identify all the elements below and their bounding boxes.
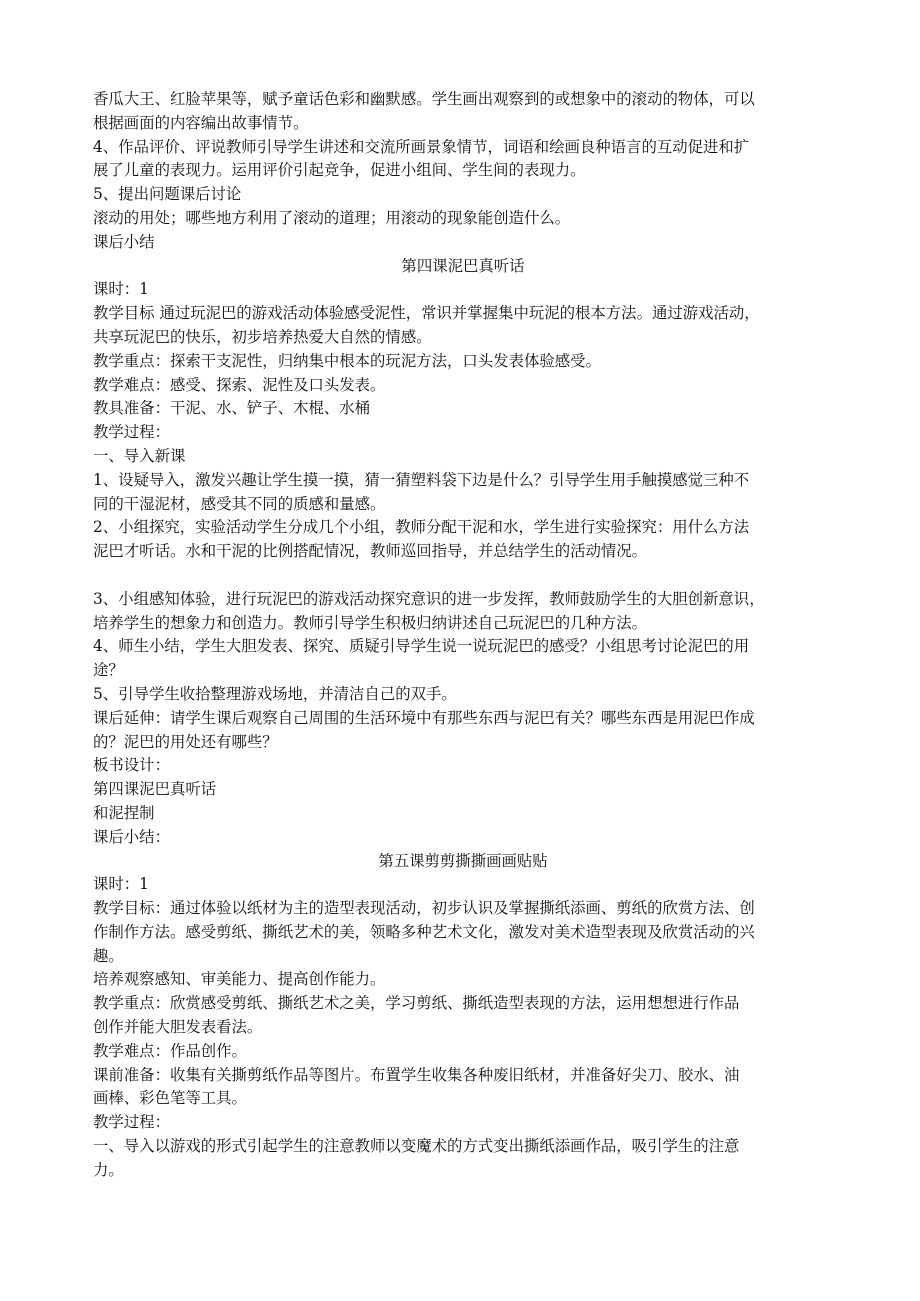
body-line: 4、作品评价、评说教师引导学生讲述和交流所画景象情节，词语和绘画良种语言的互动促进和扩 <box>93 137 750 156</box>
body-line: 课后小结 <box>93 232 155 251</box>
body-line: 一、导入以游戏的形式引起学生的注意教师以变魔术的方式变出撕纸添画作品，吸引学生的注意 <box>93 1137 740 1156</box>
body-line: 滚动的用处；哪些地方利用了滚动的道理；用滚动的现象能创造什么。 <box>93 208 571 227</box>
body-line: 培养观察感知、审美能力、提高创作能力。 <box>93 970 386 989</box>
body-line: 共享玩泥巴的快乐，初步培养热爱大自然的情感。 <box>93 327 432 346</box>
body-line: 教学目标 通过玩泥巴的游戏活动体验感受泥性，常识并掌握集中玩泥的根本方法。通过游戏活动， <box>93 304 760 323</box>
body-line: 作制作方法。感受剪纸、撕纸艺术的美，领略多种艺术文化，激发对美术造型表现及欣赏活动的兴 <box>93 922 755 941</box>
body-line: 板书设计： <box>93 756 170 775</box>
body-line: 创作并能大胆发表看法。 <box>93 1018 263 1037</box>
body-line: 课前准备：收集有关撕剪纸作品等图片。布置学生收集各种废旧纸材，并准备好尖刀、胶水、油 <box>93 1065 740 1084</box>
document-body <box>93 88 833 1183</box>
body-line: 根据画面的内容编出故事情节。 <box>93 113 309 132</box>
body-line: 力。 <box>93 1160 124 1179</box>
body-line: 课后延伸：请学生课后观察自己周围的生活环境中有那些东西与泥巴有关？哪些东西是用泥巴作成 <box>93 708 755 727</box>
body-line: 香瓜大王、红脸苹果等，赋予童话色彩和幽默感。学生画出观察到的或想象中的滚动的物体，可以 <box>93 90 755 108</box>
body-line: 课时：1 <box>93 875 149 894</box>
body-line: 5、引导学生收拾整理游戏场地，并清洁自己的双手。 <box>93 684 457 703</box>
body-line: 一、导入新课 <box>93 446 186 465</box>
body-line: 教学重点：欣赏感受剪纸、撕纸艺术之美，学习剪纸、撕纸造型表现的方法，运用想想进行作品 <box>93 994 740 1013</box>
body-line: 教学过程： <box>93 423 170 442</box>
body-line: 展了儿童的表现力。运用评价引起竞争，促进小组间、学生间的表现力。 <box>93 161 586 180</box>
body-line: 1、设疑导入，激发兴趣让学生摸一摸，猜一猜塑料袋下边是什么？引导学生用手触摸感觉三种不 <box>93 470 750 489</box>
body-line: 教学目标：通过体验以纸材为主的造型表现活动，初步认识及掌握撕纸添画、剪纸的欣赏方法、创 <box>93 899 755 918</box>
body-line: 2、小组探究，实验活动学生分成几个小组，教师分配干泥和水，学生进行实验探究：用什么方法 <box>93 518 750 537</box>
body-line: 培养学生的想象力和创造力。教师引导学生积极归纳讲述自己玩泥巴的几种方法。 <box>93 613 648 632</box>
body-line: 的？泥巴的用处还有哪些？ <box>93 732 278 751</box>
body-line: 3、小组感知体验，进行玩泥巴的游戏活动探究意识的进一步发挥，教师鼓励学生的大胆创新意识， <box>93 589 765 608</box>
body-line: 4、师生小结，学生大胆发表、探究、质疑引导学生说一说玩泥巴的感受？小组思考讨论泥巴的用 <box>93 637 750 656</box>
body-line: 教学过程： <box>93 1113 170 1132</box>
lesson-title: 第四课泥巴真听话 <box>401 256 525 275</box>
body-line: 途？ <box>93 661 124 680</box>
body-line: 教学难点：感受、探索、泥性及口头发表。 <box>93 375 386 394</box>
body-line: 第四课泥巴真听话 <box>93 780 217 799</box>
body-line: 教学重点：探索干支泥性，归纳集中根本的玩泥方法，口头发表体验感受。 <box>93 351 601 370</box>
body-line: 课时：1 <box>93 280 149 299</box>
body-line: 泥巴才听话。水和干泥的比例搭配情况，教师巡回指导，并总结学生的活动情况。 <box>93 542 648 561</box>
body-line: 5、提出问题课后讨论 <box>93 185 242 204</box>
body-line: 画棒、彩色笔等工具。 <box>93 1089 247 1108</box>
body-line: 课后小结： <box>93 827 170 846</box>
body-line: 教学难点：作品创作。 <box>93 1041 247 1060</box>
body-line: 教具准备：干泥、水、铲子、木棍、水桶 <box>93 399 371 418</box>
body-line: 和泥捏制 <box>93 803 155 822</box>
lesson-title: 第五课剪剪撕撕画画贴贴 <box>378 851 548 870</box>
body-line: 同的干湿泥材，感受其不同的质感和量感。 <box>93 494 386 513</box>
paragraph-gap <box>93 564 833 588</box>
body-line: 趣。 <box>93 946 124 965</box>
